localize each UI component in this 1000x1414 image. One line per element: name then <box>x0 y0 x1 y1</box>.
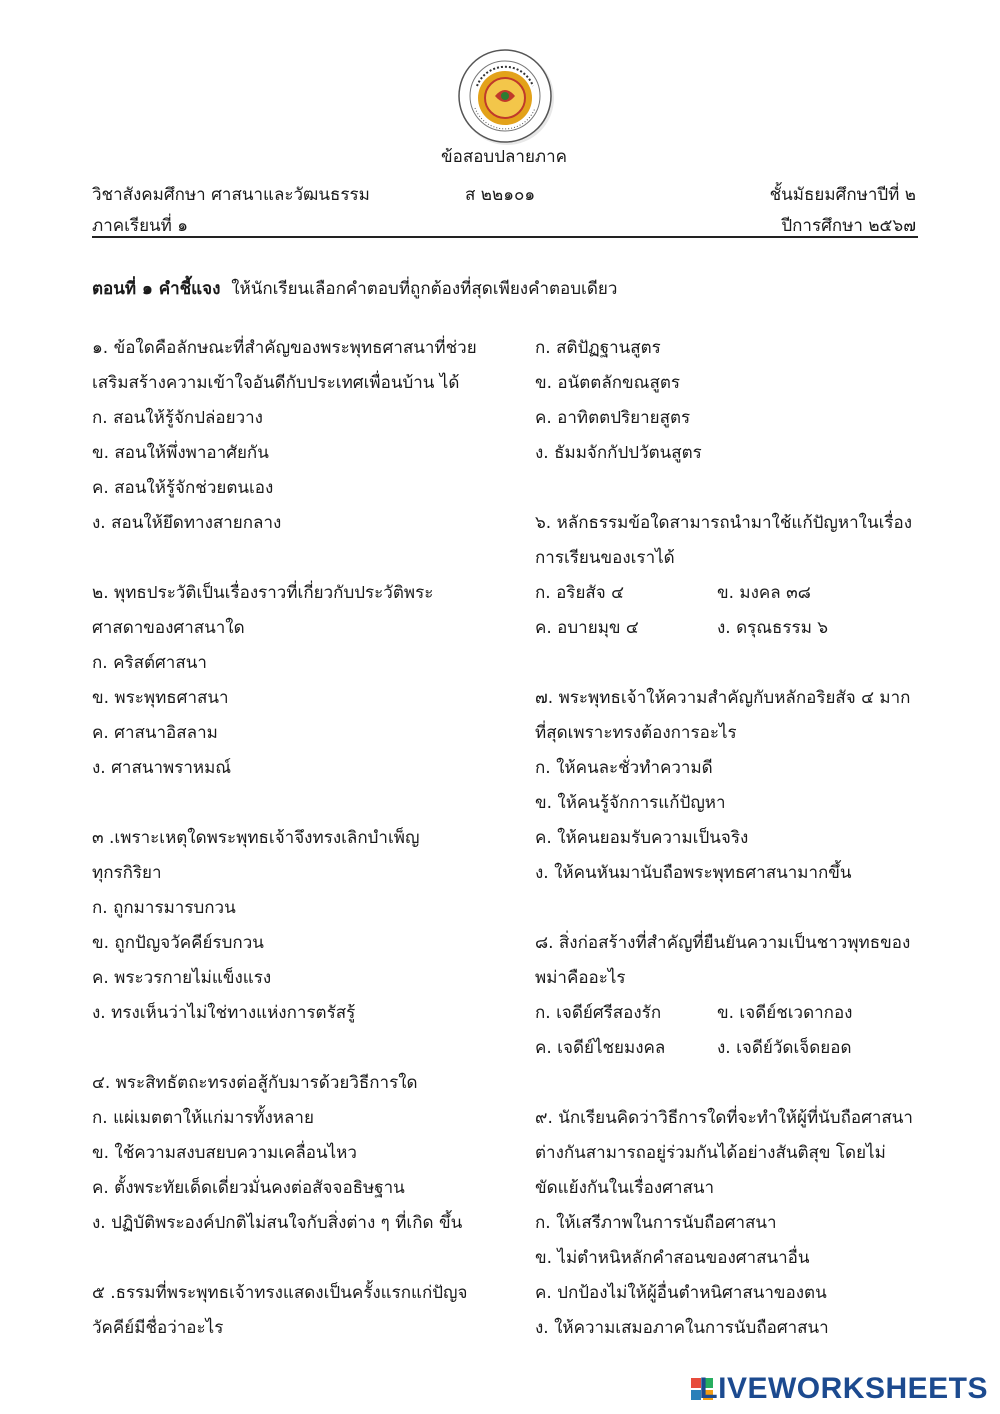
instructions-label: ตอนที่ ๑ คำชี้แจง <box>92 279 221 299</box>
q9-option-d[interactable]: ง. ให้ความเสมอภาคในการนับถือศาสนา <box>535 1318 829 1338</box>
q4-option-d[interactable]: ง. ปฏิบัติพระองค์ปกติไม่สนใจกับสิ่งต่าง ๆ ที่เกิด ขึ้น <box>92 1213 463 1233</box>
q3-option-c[interactable]: ค. พระวรกายไม่แข็งแรง <box>92 968 272 988</box>
q4-option-c[interactable]: ค. ตั้งพระทัยเด็ดเดี่ยวมั่นคงต่อสัจจอธิษฐาน <box>92 1178 405 1198</box>
q2-option-d[interactable]: ง. ศาสนาพราหมณ์ <box>92 758 232 778</box>
q2-option-b[interactable]: ข. พระพุทธศาสนา <box>92 688 229 708</box>
course-code: ส ๒๒๑๐๑ <box>465 185 536 205</box>
q8-option-a[interactable]: ก. เจดีย์ศรีสองรัก <box>535 1003 662 1023</box>
q6-option-b[interactable]: ข. มงคล ๓๘ <box>717 583 811 603</box>
header-divider <box>92 236 918 238</box>
q1-option-c[interactable]: ค. สอนให้รู้จักช่วยตนเอง <box>92 478 274 498</box>
subject-label: วิชาสังคมศึกษา ศาสนาและวัฒนธรรม <box>92 185 370 205</box>
q2-option-a[interactable]: ก. คริสต์ศาสนา <box>92 653 207 673</box>
question-5: ๕ .ธรรมที่พระพุทธเจ้าทรงแสดงเป็นครั้งแรกแก่ปัญจ <box>92 1283 468 1303</box>
q1-option-b[interactable]: ข. สอนให้พึ่งพาอาศัยกัน <box>92 443 269 463</box>
question-2-cont: ศาสดาของศาสนาใด <box>92 618 245 638</box>
q6-option-a[interactable]: ก. อริยสัจ ๔ <box>535 583 625 603</box>
q3-option-d[interactable]: ง. ทรงเห็นว่าไม่ใช่ทางแห่งการตรัสรู้ <box>92 1003 356 1023</box>
q7-option-a[interactable]: ก. ให้คนละชั่วทำความดี <box>535 758 713 778</box>
term-label: ภาคเรียนที่ ๑ <box>92 216 189 236</box>
q1-option-d[interactable]: ง. สอนให้ยึดทางสายกลาง <box>92 513 282 533</box>
q7-option-c[interactable]: ค. ให้คนยอมรับความเป็นจริง <box>535 828 749 848</box>
q2-option-c[interactable]: ค. ศาสนาอิสลาม <box>92 723 218 743</box>
q5-option-b[interactable]: ข. อนัตตลักขณสูตร <box>535 373 680 393</box>
grade-label: ชั้นมัธยมศึกษาปีที่ ๒ <box>769 185 916 205</box>
question-6: ๖. หลักธรรมข้อใดสามารถนำมาใช้แก้ปัญหาในเรื่อง <box>535 513 913 533</box>
question-3: ๓ .เพราะเหตุใดพระพุทธเจ้าจึงทรงเลิกบำเพ็ญ <box>92 828 420 848</box>
page-title: ข้อสอบปลายภาค <box>441 147 568 167</box>
question-9-cont: ต่างกันสามารถอยู่ร่วมกันได้อย่างสันติสุข โดยไม่ <box>535 1143 886 1163</box>
question-7-cont: ที่สุดเพราะทรงต้องการอะไร <box>535 723 737 743</box>
q1-option-a[interactable]: ก. สอนให้รู้จักปล่อยวาง <box>92 408 263 428</box>
q5-option-c[interactable]: ค. อาทิตตปริยายสูตร <box>535 408 691 428</box>
q8-option-b[interactable]: ข. เจดีย์ชเวดากอง <box>717 1003 853 1023</box>
q7-option-d[interactable]: ง. ให้คนหันมานับถือพระพุทธศาสนามากขึ้น <box>535 863 852 883</box>
question-1-cont: เสริมสร้างความเข้าใจอันดีกับประเทศเพื่อนบ้าน ได้ <box>92 373 460 393</box>
question-9-cont-2: ขัดแย้งกันในเรื่องศาสนา <box>535 1178 715 1198</box>
q3-option-b[interactable]: ข. ถูกปัญจวัคคีย์รบกวน <box>92 933 264 953</box>
q5-option-a[interactable]: ก. สติปัฏฐานสูตร <box>535 338 661 358</box>
question-4: ๔. พระสิทธัตถะทรงต่อสู้กับมารด้วยวิธีการใด <box>92 1073 418 1093</box>
question-1: ๑. ข้อใดคือลักษณะที่สำคัญของพระพุทธศาสนาที่ช่วย <box>92 338 477 358</box>
q6-option-d[interactable]: ง. ดรุณธรรม ๖ <box>717 618 829 638</box>
question-5-cont: วัคคีย์มีชื่อว่าอะไร <box>92 1318 224 1338</box>
q9-option-c[interactable]: ค. ปกป้องไม่ให้ผู้อื่นตำหนิศาสนาของตน <box>535 1283 827 1303</box>
q9-option-a[interactable]: ก. ให้เสรีภาพในการนับถือศาสนา <box>535 1213 777 1233</box>
question-9: ๙. นักเรียนคิดว่าวิธีการใดที่จะทำให้ผู้ที่นับถือศาสนา <box>535 1108 913 1128</box>
school-logo <box>455 46 555 146</box>
question-8-cont: พม่าคืออะไร <box>535 968 626 988</box>
question-8: ๘. สิ่งก่อสร้างที่สำคัญที่ยืนยันความเป็นชาวพุทธของ <box>535 933 911 953</box>
q9-option-b[interactable]: ข. ไม่ตำหนิหลักคำสอนของศาสนาอื่น <box>535 1248 810 1268</box>
liveworksheets-brand[interactable]: LIVEWORKSHEETS <box>699 1372 988 1405</box>
q3-option-a[interactable]: ก. ถูกมารมารบกวน <box>92 898 236 918</box>
q4-option-b[interactable]: ข. ใช้ความสงบสยบความเคลื่อนไหว <box>92 1143 357 1163</box>
q8-option-c[interactable]: ค. เจดีย์ไชยมงคล <box>535 1038 666 1058</box>
instructions <box>92 275 617 302</box>
q8-option-d[interactable]: ง. เจดีย์วัดเจ็ดยอด <box>717 1038 852 1058</box>
question-2: ๒. พุทธประวัติเป็นเรื่องราวที่เกี่ยวกับประวัติพระ <box>92 583 434 603</box>
q6-option-c[interactable]: ค. อบายมุข ๔ <box>535 618 639 638</box>
question-7: ๗. พระพุทธเจ้าให้ความสำคัญกับหลักอริยสัจ ๔ มาก <box>535 688 911 708</box>
question-3-cont: ทุกรกิริยา <box>92 863 162 883</box>
question-6-cont: การเรียนของเราได้ <box>535 548 675 568</box>
q5-option-d[interactable]: ง. ธัมมจักกัปปวัตนสูตร <box>535 443 702 463</box>
year-label: ปีการศึกษา ๒๕๖๗ <box>781 216 916 236</box>
q4-option-a[interactable]: ก. แผ่เมตตาให้แก่มารทั้งหลาย <box>92 1108 314 1128</box>
instructions-text: ให้นักเรียนเลือกคำตอบที่ถูกต้องที่สุดเพียงคำตอบเดียว <box>231 279 618 299</box>
q7-option-b[interactable]: ข. ให้คนรู้จักการแก้ปัญหา <box>535 793 726 813</box>
